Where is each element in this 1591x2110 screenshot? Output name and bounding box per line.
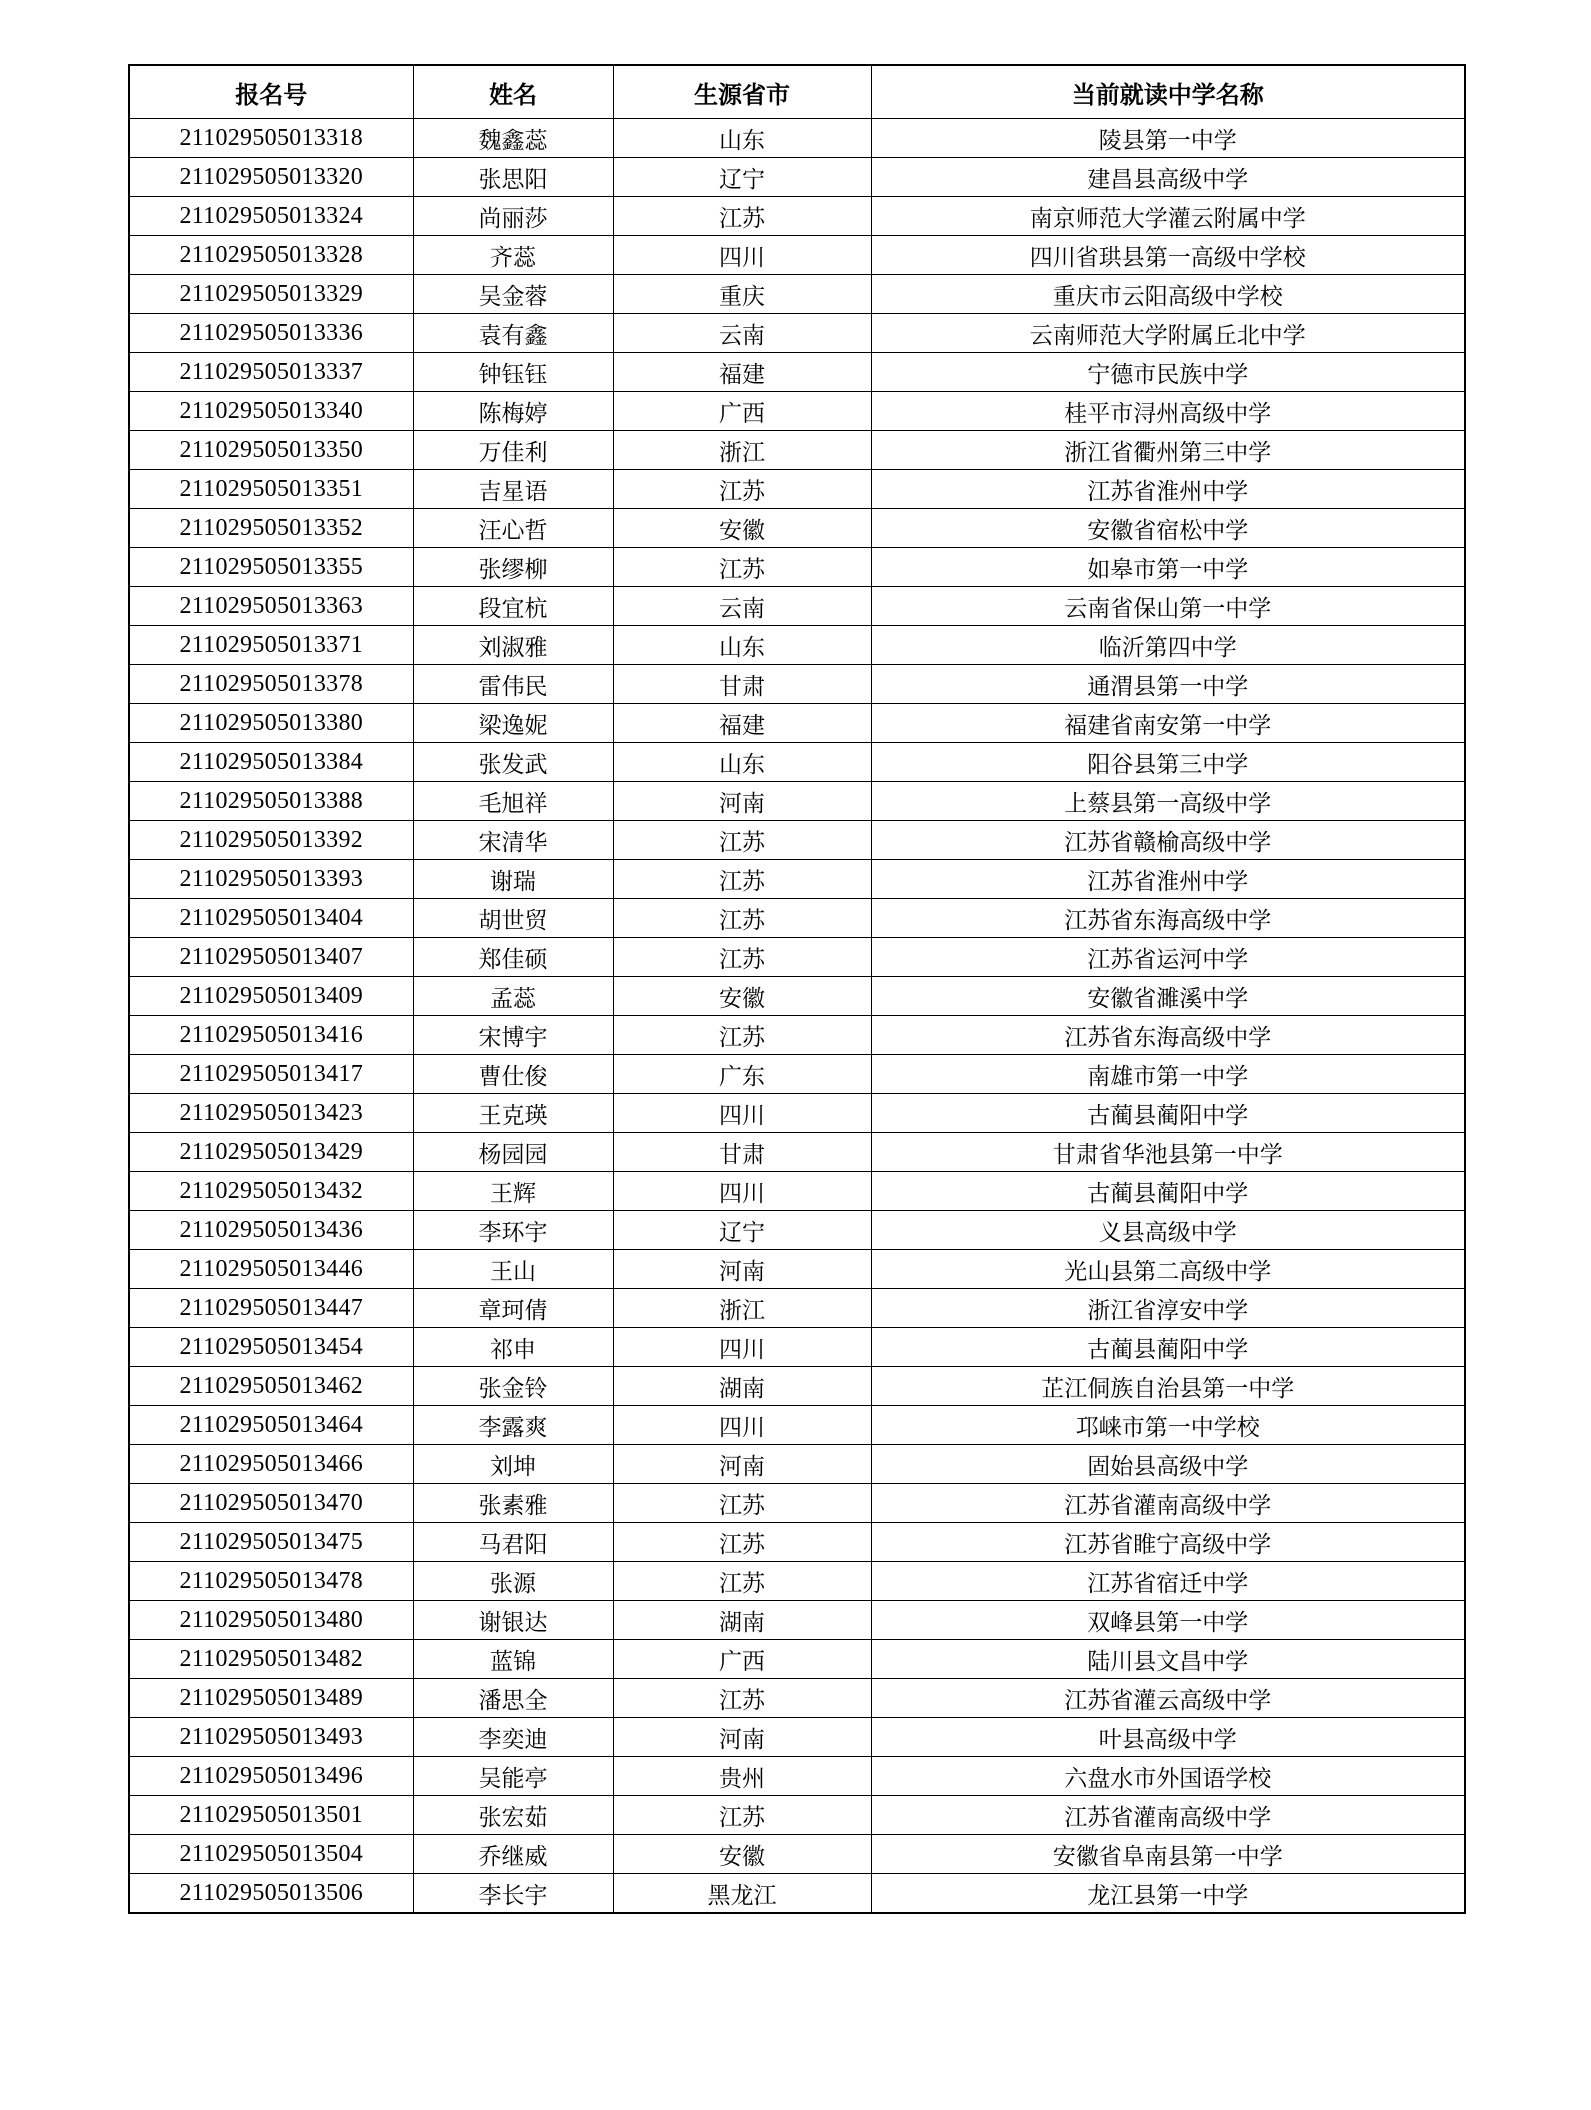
- school-name-cell: 福建省南安第一中学: [871, 704, 1465, 743]
- registration-number-cell: 211029505013464: [129, 1406, 413, 1445]
- column-header-school: 当前就读中学名称: [871, 65, 1465, 119]
- student-name-cell: 陈梅婷: [413, 392, 613, 431]
- school-name-cell: 安徽省濉溪中学: [871, 977, 1465, 1016]
- table-row: [129, 743, 1465, 782]
- province-cell: 安徽: [613, 509, 871, 548]
- province-cell: 云南: [613, 587, 871, 626]
- school-name-cell: 浙江省衢州第三中学: [871, 431, 1465, 470]
- registration-number-cell: 211029505013407: [129, 938, 413, 977]
- province-cell: 广东: [613, 1055, 871, 1094]
- student-name-cell: 章珂倩: [413, 1289, 613, 1328]
- registration-number-cell: 211029505013432: [129, 1172, 413, 1211]
- province-cell: 辽宁: [613, 1211, 871, 1250]
- school-name-cell: 江苏省睢宁高级中学: [871, 1523, 1465, 1562]
- table-row: [129, 548, 1465, 587]
- table-row: [129, 1757, 1465, 1796]
- student-name-cell: 谢银达: [413, 1601, 613, 1640]
- table-row: [129, 1562, 1465, 1601]
- student-name-cell: 马君阳: [413, 1523, 613, 1562]
- province-cell: 四川: [613, 1172, 871, 1211]
- registration-number-cell: 211029505013318: [129, 119, 413, 158]
- province-cell: 浙江: [613, 1289, 871, 1328]
- student-name-cell: 刘淑雅: [413, 626, 613, 665]
- registration-number-cell: 211029505013475: [129, 1523, 413, 1562]
- student-name-cell: 张源: [413, 1562, 613, 1601]
- student-name-cell: 吴能亭: [413, 1757, 613, 1796]
- table-row: [129, 1796, 1465, 1835]
- province-cell: 福建: [613, 353, 871, 392]
- registration-number-cell: 211029505013478: [129, 1562, 413, 1601]
- registration-number-cell: 211029505013351: [129, 470, 413, 509]
- registration-number-cell: 211029505013489: [129, 1679, 413, 1718]
- province-cell: 江苏: [613, 821, 871, 860]
- student-name-cell: 张思阳: [413, 158, 613, 197]
- table-row: [129, 1055, 1465, 1094]
- registration-number-cell: 211029505013392: [129, 821, 413, 860]
- student-name-cell: 吴金蓉: [413, 275, 613, 314]
- school-name-cell: 桂平市浔州高级中学: [871, 392, 1465, 431]
- registration-number-cell: 211029505013329: [129, 275, 413, 314]
- table-row: [129, 1484, 1465, 1523]
- registration-number-cell: 211029505013447: [129, 1289, 413, 1328]
- registration-number-cell: 211029505013352: [129, 509, 413, 548]
- school-name-cell: 重庆市云阳高级中学校: [871, 275, 1465, 314]
- student-name-cell: 曹仕俊: [413, 1055, 613, 1094]
- school-name-cell: 江苏省淮州中学: [871, 470, 1465, 509]
- province-cell: 云南: [613, 314, 871, 353]
- registration-number-cell: 211029505013324: [129, 197, 413, 236]
- student-name-cell: 胡世贸: [413, 899, 613, 938]
- header-row: [129, 65, 1465, 119]
- student-name-cell: 王辉: [413, 1172, 613, 1211]
- province-cell: 广西: [613, 392, 871, 431]
- table-row: [129, 977, 1465, 1016]
- registration-number-cell: 211029505013429: [129, 1133, 413, 1172]
- table-row: [129, 938, 1465, 977]
- table-row: [129, 1406, 1465, 1445]
- school-name-cell: 古蔺县蔺阳中学: [871, 1328, 1465, 1367]
- school-name-cell: 古蔺县蔺阳中学: [871, 1094, 1465, 1133]
- table-row: [129, 1328, 1465, 1367]
- registration-number-cell: 211029505013378: [129, 665, 413, 704]
- column-header-registration-number: 报名号: [129, 65, 413, 119]
- school-name-cell: 云南师范大学附属丘北中学: [871, 314, 1465, 353]
- table-row: [129, 1133, 1465, 1172]
- registration-number-cell: 211029505013337: [129, 353, 413, 392]
- admission-list-table: [128, 64, 1466, 1914]
- province-cell: 江苏: [613, 197, 871, 236]
- student-name-cell: 蓝锦: [413, 1640, 613, 1679]
- student-name-cell: 钟钰钰: [413, 353, 613, 392]
- school-name-cell: 陆川县文昌中学: [871, 1640, 1465, 1679]
- table-row: [129, 860, 1465, 899]
- table-row: [129, 1523, 1465, 1562]
- school-name-cell: 叶县高级中学: [871, 1718, 1465, 1757]
- student-name-cell: 乔继威: [413, 1835, 613, 1874]
- registration-number-cell: 211029505013446: [129, 1250, 413, 1289]
- school-name-cell: 光山县第二高级中学: [871, 1250, 1465, 1289]
- registration-number-cell: 211029505013504: [129, 1835, 413, 1874]
- registration-number-cell: 211029505013466: [129, 1445, 413, 1484]
- province-cell: 四川: [613, 236, 871, 275]
- student-name-cell: 王山: [413, 1250, 613, 1289]
- student-name-cell: 梁逸妮: [413, 704, 613, 743]
- table-row: [129, 1289, 1465, 1328]
- province-cell: 江苏: [613, 470, 871, 509]
- student-name-cell: 杨园园: [413, 1133, 613, 1172]
- province-cell: 湖南: [613, 1367, 871, 1406]
- student-name-cell: 段宜杭: [413, 587, 613, 626]
- table-row: [129, 197, 1465, 236]
- province-cell: 贵州: [613, 1757, 871, 1796]
- student-name-cell: 孟蕊: [413, 977, 613, 1016]
- province-cell: 山东: [613, 626, 871, 665]
- student-name-cell: 祁申: [413, 1328, 613, 1367]
- registration-number-cell: 211029505013355: [129, 548, 413, 587]
- table-row: [129, 236, 1465, 275]
- province-cell: 河南: [613, 1250, 871, 1289]
- student-name-cell: 袁有鑫: [413, 314, 613, 353]
- province-cell: 江苏: [613, 1679, 871, 1718]
- table-row: [129, 1835, 1465, 1874]
- student-name-cell: 张缪柳: [413, 548, 613, 587]
- school-name-cell: 江苏省运河中学: [871, 938, 1465, 977]
- registration-number-cell: 211029505013409: [129, 977, 413, 1016]
- province-cell: 黑龙江: [613, 1874, 871, 1914]
- province-cell: 四川: [613, 1328, 871, 1367]
- table-row: [129, 587, 1465, 626]
- registration-number-cell: 211029505013416: [129, 1016, 413, 1055]
- registration-number-cell: 211029505013496: [129, 1757, 413, 1796]
- school-name-cell: 芷江侗族自治县第一中学: [871, 1367, 1465, 1406]
- province-cell: 四川: [613, 1406, 871, 1445]
- school-name-cell: 江苏省淮州中学: [871, 860, 1465, 899]
- table-header: [129, 65, 1465, 119]
- school-name-cell: 六盘水市外国语学校: [871, 1757, 1465, 1796]
- school-name-cell: 浙江省淳安中学: [871, 1289, 1465, 1328]
- registration-number-cell: 211029505013384: [129, 743, 413, 782]
- table-row: [129, 1250, 1465, 1289]
- school-name-cell: 南雄市第一中学: [871, 1055, 1465, 1094]
- student-name-cell: 雷伟民: [413, 665, 613, 704]
- table-row: [129, 470, 1465, 509]
- student-name-cell: 宋博宇: [413, 1016, 613, 1055]
- province-cell: 江苏: [613, 1523, 871, 1562]
- registration-number-cell: 211029505013380: [129, 704, 413, 743]
- province-cell: 河南: [613, 1445, 871, 1484]
- registration-number-cell: 211029505013328: [129, 236, 413, 275]
- school-name-cell: 江苏省东海高级中学: [871, 1016, 1465, 1055]
- registration-number-cell: 211029505013482: [129, 1640, 413, 1679]
- province-cell: 河南: [613, 1718, 871, 1757]
- table-row: [129, 1601, 1465, 1640]
- school-name-cell: 固始县高级中学: [871, 1445, 1465, 1484]
- registration-number-cell: 211029505013350: [129, 431, 413, 470]
- table-row: [129, 392, 1465, 431]
- table-row: [129, 1640, 1465, 1679]
- registration-number-cell: 211029505013480: [129, 1601, 413, 1640]
- student-name-cell: 齐蕊: [413, 236, 613, 275]
- student-name-cell: 张金铃: [413, 1367, 613, 1406]
- table-row: [129, 704, 1465, 743]
- registration-number-cell: 211029505013436: [129, 1211, 413, 1250]
- school-name-cell: 江苏省东海高级中学: [871, 899, 1465, 938]
- school-name-cell: 上蔡县第一高级中学: [871, 782, 1465, 821]
- registration-number-cell: 211029505013393: [129, 860, 413, 899]
- student-name-cell: 尚丽莎: [413, 197, 613, 236]
- table-row: [129, 899, 1465, 938]
- table-row: [129, 626, 1465, 665]
- table-row: [129, 353, 1465, 392]
- province-cell: 河南: [613, 782, 871, 821]
- school-name-cell: 阳谷县第三中学: [871, 743, 1465, 782]
- table-row: [129, 431, 1465, 470]
- table-row: [129, 1367, 1465, 1406]
- registration-number-cell: 211029505013363: [129, 587, 413, 626]
- province-cell: 山东: [613, 743, 871, 782]
- province-cell: 甘肃: [613, 1133, 871, 1172]
- school-name-cell: 双峰县第一中学: [871, 1601, 1465, 1640]
- table-row: [129, 275, 1465, 314]
- table-row: [129, 1172, 1465, 1211]
- province-cell: 福建: [613, 704, 871, 743]
- student-name-cell: 吉星语: [413, 470, 613, 509]
- province-cell: 安徽: [613, 977, 871, 1016]
- student-name-cell: 刘坤: [413, 1445, 613, 1484]
- student-name-cell: 李环宇: [413, 1211, 613, 1250]
- province-cell: 江苏: [613, 1562, 871, 1601]
- province-cell: 甘肃: [613, 665, 871, 704]
- province-cell: 江苏: [613, 1796, 871, 1835]
- province-cell: 江苏: [613, 1016, 871, 1055]
- registration-number-cell: 211029505013506: [129, 1874, 413, 1914]
- province-cell: 重庆: [613, 275, 871, 314]
- province-cell: 江苏: [613, 938, 871, 977]
- registration-number-cell: 211029505013493: [129, 1718, 413, 1757]
- student-name-cell: 谢瑞: [413, 860, 613, 899]
- student-name-cell: 汪心哲: [413, 509, 613, 548]
- registration-number-cell: 211029505013470: [129, 1484, 413, 1523]
- table-row: [129, 782, 1465, 821]
- registration-number-cell: 211029505013404: [129, 899, 413, 938]
- student-name-cell: 张素雅: [413, 1484, 613, 1523]
- student-name-cell: 李露爽: [413, 1406, 613, 1445]
- school-name-cell: 云南省保山第一中学: [871, 587, 1465, 626]
- table-row: [129, 665, 1465, 704]
- table-row: [129, 821, 1465, 860]
- school-name-cell: 陵县第一中学: [871, 119, 1465, 158]
- table-row: [129, 158, 1465, 197]
- school-name-cell: 江苏省宿迁中学: [871, 1562, 1465, 1601]
- student-name-cell: 潘思全: [413, 1679, 613, 1718]
- school-name-cell: 甘肃省华池县第一中学: [871, 1133, 1465, 1172]
- province-cell: 湖南: [613, 1601, 871, 1640]
- school-name-cell: 江苏省灌南高级中学: [871, 1796, 1465, 1835]
- table-row: [129, 1445, 1465, 1484]
- school-name-cell: 四川省珙县第一高级中学校: [871, 236, 1465, 275]
- school-name-cell: 南京师范大学灌云附属中学: [871, 197, 1465, 236]
- province-cell: 江苏: [613, 899, 871, 938]
- province-cell: 四川: [613, 1094, 871, 1133]
- registration-number-cell: 211029505013462: [129, 1367, 413, 1406]
- school-name-cell: 江苏省灌云高级中学: [871, 1679, 1465, 1718]
- student-name-cell: 宋清华: [413, 821, 613, 860]
- school-name-cell: 安徽省阜南县第一中学: [871, 1835, 1465, 1874]
- school-name-cell: 古蔺县蔺阳中学: [871, 1172, 1465, 1211]
- student-name-cell: 张发武: [413, 743, 613, 782]
- table-body: [129, 119, 1465, 1914]
- column-header-name: 姓名: [413, 65, 613, 119]
- province-cell: 广西: [613, 1640, 871, 1679]
- registration-number-cell: 211029505013417: [129, 1055, 413, 1094]
- province-cell: 山东: [613, 119, 871, 158]
- table-row: [129, 1211, 1465, 1250]
- province-cell: 辽宁: [613, 158, 871, 197]
- column-header-province: 生源省市: [613, 65, 871, 119]
- school-name-cell: 江苏省灌南高级中学: [871, 1484, 1465, 1523]
- registration-number-cell: 211029505013371: [129, 626, 413, 665]
- school-name-cell: 江苏省赣榆高级中学: [871, 821, 1465, 860]
- student-name-cell: 张宏茹: [413, 1796, 613, 1835]
- admission-list-table-container: [128, 64, 1464, 1914]
- school-name-cell: 安徽省宿松中学: [871, 509, 1465, 548]
- student-name-cell: 毛旭祥: [413, 782, 613, 821]
- student-name-cell: 李长宇: [413, 1874, 613, 1914]
- table-row: [129, 314, 1465, 353]
- registration-number-cell: 211029505013423: [129, 1094, 413, 1133]
- table-row: [129, 1679, 1465, 1718]
- province-cell: 安徽: [613, 1835, 871, 1874]
- student-name-cell: 魏鑫蕊: [413, 119, 613, 158]
- school-name-cell: 义县高级中学: [871, 1211, 1465, 1250]
- table-row: [129, 119, 1465, 158]
- school-name-cell: 邛崃市第一中学校: [871, 1406, 1465, 1445]
- student-name-cell: 王克瑛: [413, 1094, 613, 1133]
- province-cell: 江苏: [613, 860, 871, 899]
- table-row: [129, 1094, 1465, 1133]
- table-row: [129, 1016, 1465, 1055]
- province-cell: 江苏: [613, 1484, 871, 1523]
- registration-number-cell: 211029505013320: [129, 158, 413, 197]
- school-name-cell: 通渭县第一中学: [871, 665, 1465, 704]
- school-name-cell: 如皋市第一中学: [871, 548, 1465, 587]
- table-row: [129, 509, 1465, 548]
- school-name-cell: 临沂第四中学: [871, 626, 1465, 665]
- registration-number-cell: 211029505013501: [129, 1796, 413, 1835]
- school-name-cell: 建昌县高级中学: [871, 158, 1465, 197]
- registration-number-cell: 211029505013340: [129, 392, 413, 431]
- school-name-cell: 龙江县第一中学: [871, 1874, 1465, 1914]
- province-cell: 浙江: [613, 431, 871, 470]
- student-name-cell: 万佳利: [413, 431, 613, 470]
- table-row: [129, 1874, 1465, 1914]
- table-row: [129, 1718, 1465, 1757]
- registration-number-cell: 211029505013454: [129, 1328, 413, 1367]
- registration-number-cell: 211029505013336: [129, 314, 413, 353]
- student-name-cell: 李奕迪: [413, 1718, 613, 1757]
- student-name-cell: 郑佳硕: [413, 938, 613, 977]
- province-cell: 江苏: [613, 548, 871, 587]
- registration-number-cell: 211029505013388: [129, 782, 413, 821]
- school-name-cell: 宁德市民族中学: [871, 353, 1465, 392]
